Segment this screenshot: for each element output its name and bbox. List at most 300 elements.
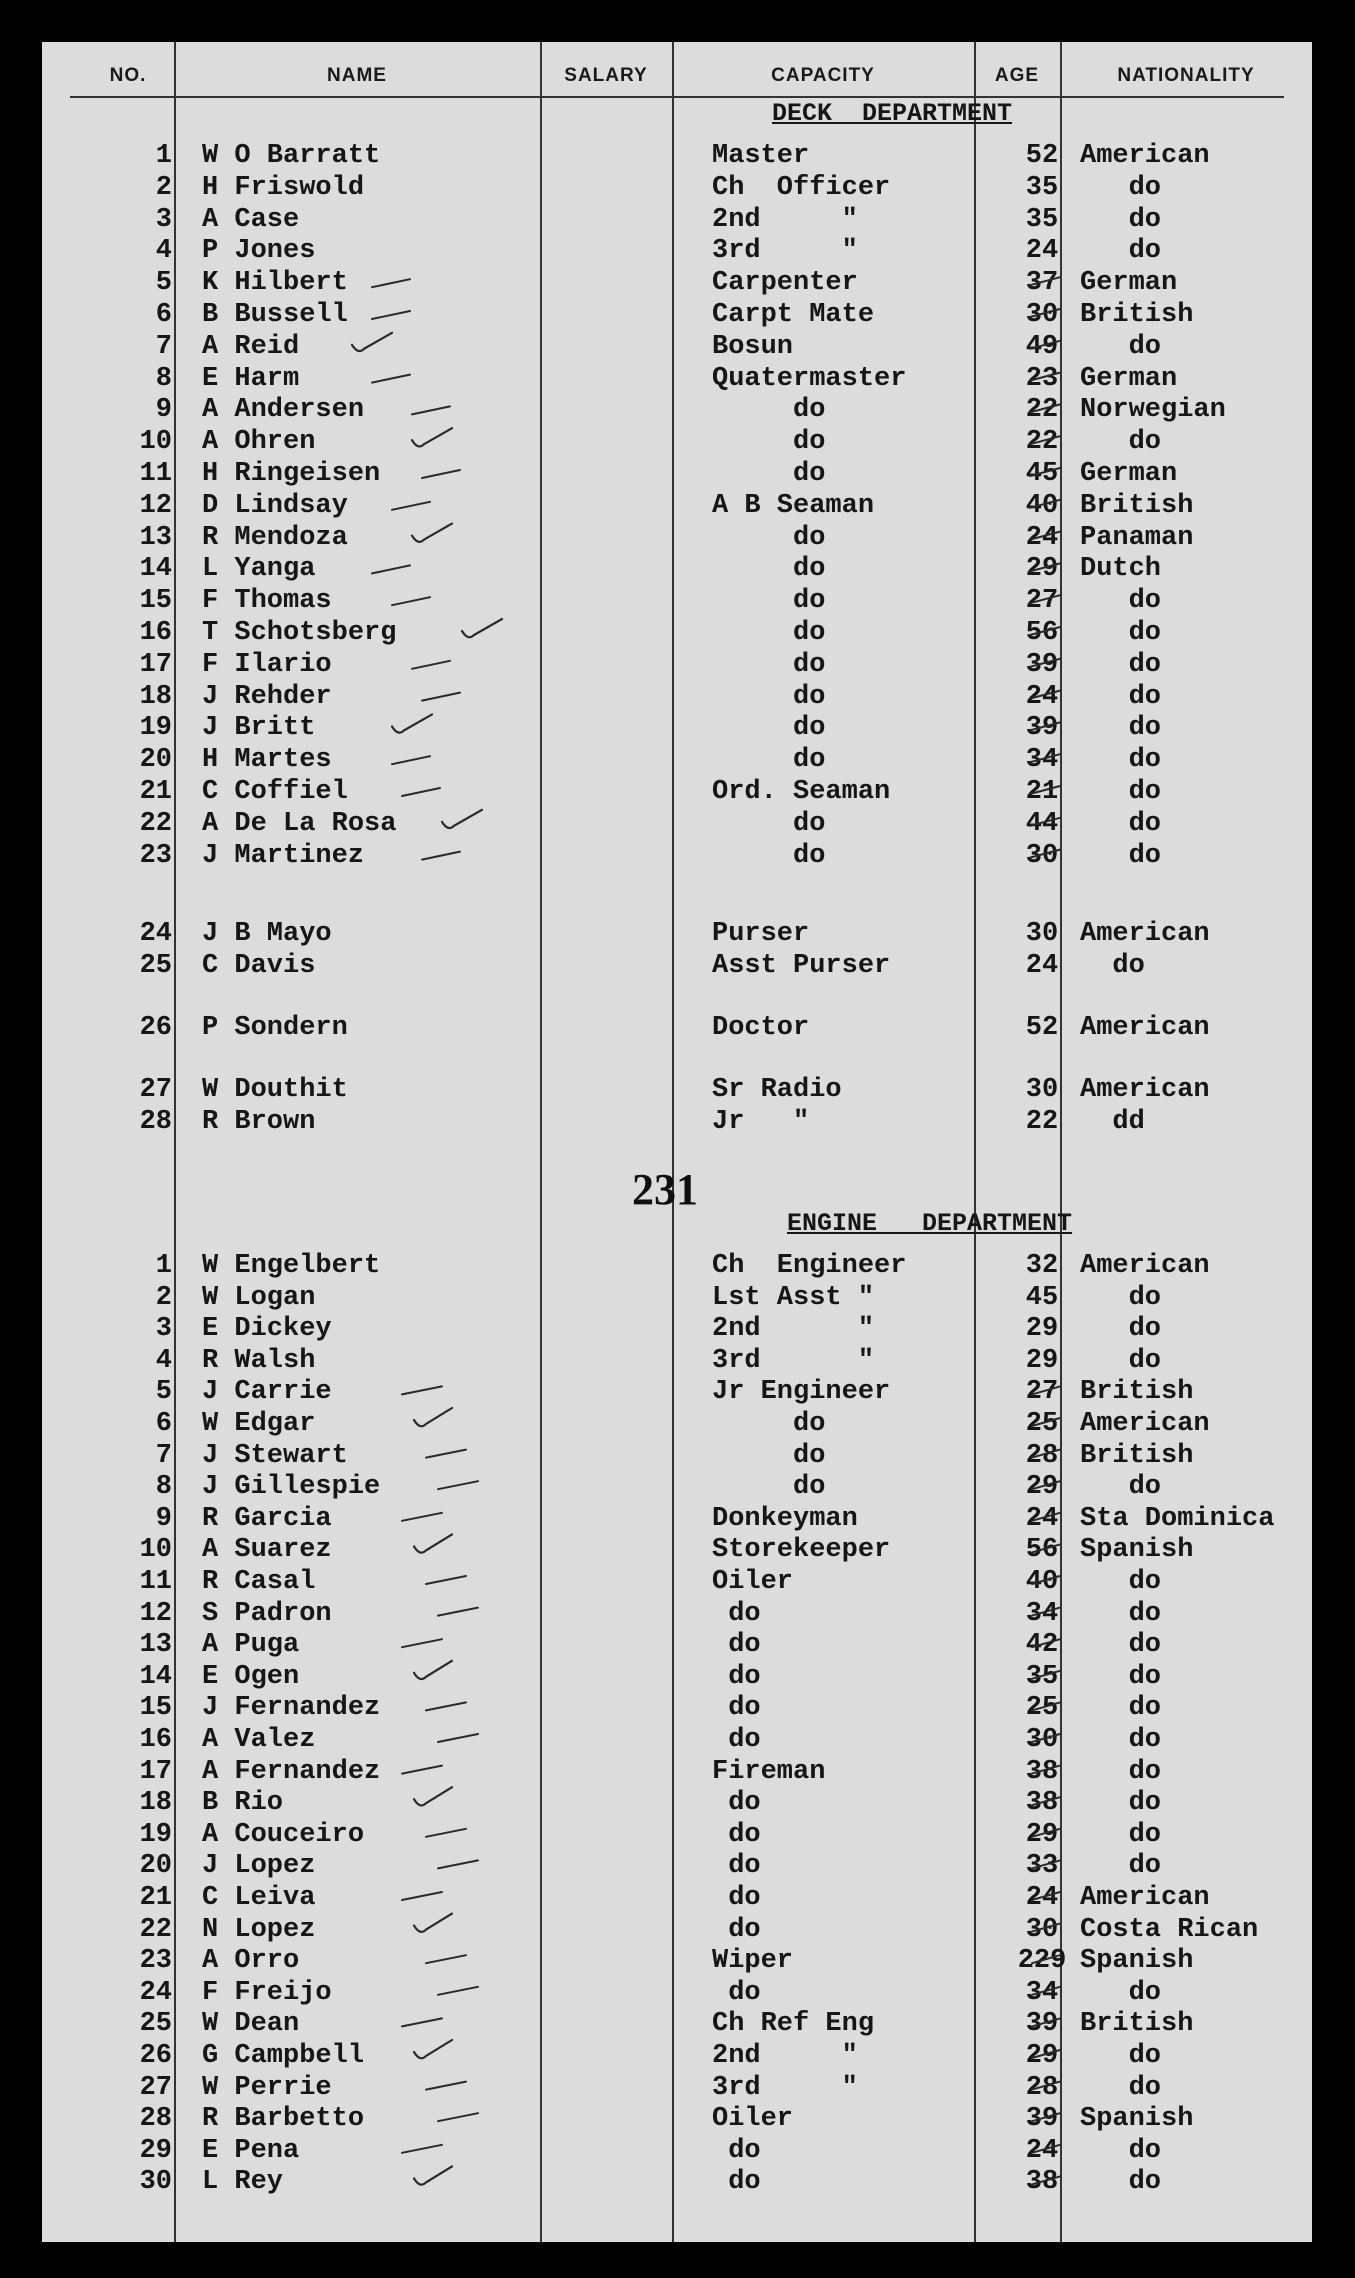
crew-nationality: German	[1080, 363, 1178, 394]
crew-name: R Mendoza	[202, 522, 348, 553]
crew-row	[42, 1282, 1312, 1314]
crew-number: 10	[139, 427, 172, 458]
crew-capacity: do	[712, 1977, 761, 2008]
crew-row	[42, 2040, 1312, 2072]
crew-nationality: British	[1080, 1440, 1194, 1471]
crew-nationality: Spanish	[1080, 2104, 1194, 2135]
header-nationality: NATIONALITY	[1117, 65, 1255, 86]
crew-age: 29	[1025, 1819, 1059, 1850]
crew-nationality: do	[1080, 1819, 1162, 1850]
crew-nationality: American	[1080, 1251, 1210, 1281]
crew-name: A Case	[202, 204, 300, 235]
crew-capacity: Sr Radio	[712, 1075, 842, 1105]
crew-number: 18	[139, 1788, 172, 1819]
crew-name: A Orro	[202, 1946, 300, 1977]
crew-capacity: Oiler	[712, 2104, 794, 2135]
crew-capacity: do	[712, 395, 826, 426]
crew-nationality: do	[1080, 840, 1162, 871]
crew-row	[42, 1345, 1312, 1377]
crew-capacity: do	[712, 1914, 761, 1945]
crew-number: 24	[139, 1977, 172, 2008]
crew-capacity: Ch Officer	[712, 172, 891, 203]
crew-capacity: do	[712, 1819, 761, 1850]
crew-nationality: do	[1080, 808, 1162, 839]
crew-age: 45	[1025, 1282, 1059, 1313]
crew-name: J Lopez	[202, 1851, 316, 1882]
crew-number: 19	[139, 1819, 172, 1850]
crew-age: 40	[1025, 1567, 1059, 1597]
crew-age: 24	[1025, 681, 1059, 712]
crew-name: L Rey	[202, 2167, 284, 2198]
crew-capacity: Carpt Mate	[712, 300, 875, 330]
crew-nationality: American	[1080, 1883, 1210, 1913]
crew-row	[42, 172, 1312, 204]
crew-nationality: American	[1080, 1075, 1210, 1105]
crew-row	[42, 617, 1312, 649]
crew-row	[42, 1440, 1312, 1472]
crew-capacity: do	[712, 1788, 761, 1819]
crew-capacity: do	[712, 618, 826, 648]
crew-nationality: do	[1080, 331, 1162, 362]
crew-row	[42, 2166, 1312, 2198]
crew-number: 21	[139, 1883, 172, 1913]
crew-nationality: do	[1080, 618, 1162, 648]
crew-number: 26	[139, 1013, 172, 1043]
crew-age: 27	[1025, 1377, 1059, 1408]
crew-row	[42, 1074, 1312, 1106]
crew-nationality: American	[1080, 1013, 1210, 1043]
crew-name: J Rehder	[202, 681, 332, 712]
crew-capacity: Asst Purser	[712, 951, 891, 981]
crew-name: W Engelbert	[202, 1251, 381, 1281]
crew-capacity: do	[712, 522, 826, 553]
crew-age: 35	[1025, 204, 1059, 235]
crew-name: R Barbetto	[202, 2104, 365, 2135]
crew-name: A Fernandez	[202, 1756, 381, 1787]
crew-nationality: do	[1080, 1472, 1162, 1503]
crew-name: F Thomas	[202, 586, 332, 617]
crew-name: A Andersen	[202, 395, 365, 426]
crew-age: 49	[1025, 331, 1059, 362]
crew-age: 21	[1025, 777, 1059, 807]
crew-nationality: do	[1080, 1282, 1162, 1313]
crew-number: 6	[155, 1409, 172, 1439]
crew-row	[42, 1250, 1312, 1282]
crew-capacity: do	[712, 1598, 761, 1629]
crew-nationality: do	[1080, 777, 1162, 807]
crew-capacity: 2nd "	[712, 1314, 875, 1345]
crew-number: 2	[155, 172, 172, 203]
crew-capacity: do	[712, 1693, 761, 1724]
crew-nationality: American	[1080, 141, 1210, 171]
crew-nationality: do	[1080, 649, 1162, 680]
crew-number: 1	[155, 141, 172, 171]
crew-name: F Freijo	[202, 1977, 332, 2008]
crew-nationality: British	[1080, 2009, 1194, 2040]
crew-nationality: British	[1080, 1377, 1194, 1408]
crew-age: 24	[1025, 1883, 1059, 1913]
crew-number: 29	[139, 2135, 172, 2166]
crew-age: 37	[1025, 268, 1059, 299]
crew-age: 39	[1025, 649, 1059, 680]
crew-row	[42, 681, 1312, 713]
crew-capacity: Ord. Seaman	[712, 777, 891, 807]
crew-capacity: do	[712, 2167, 761, 2198]
crew-nationality: do	[1080, 1977, 1162, 2008]
crew-nationality: British	[1080, 300, 1194, 330]
crew-nationality: do	[1080, 427, 1162, 458]
crew-age: 30	[1025, 300, 1059, 330]
crew-number: 11	[139, 459, 172, 489]
crew-number: 20	[139, 1851, 172, 1882]
crew-age: 35	[1025, 1661, 1059, 1692]
crew-row	[42, 299, 1312, 331]
crew-capacity: Donkeyman	[712, 1503, 858, 1534]
crew-name: W Logan	[202, 1282, 316, 1313]
crew-nationality: British	[1080, 490, 1194, 521]
crew-capacity: Bosun	[712, 331, 794, 362]
crew-capacity: do	[712, 554, 826, 585]
crew-nationality: do	[1080, 745, 1162, 776]
crew-row	[42, 553, 1312, 585]
crew-capacity: Ch Engineer	[712, 1251, 907, 1281]
crew-number: 2	[155, 1282, 172, 1313]
crew-capacity: do	[712, 745, 826, 776]
crew-row	[42, 840, 1312, 872]
crew-row	[42, 1376, 1312, 1408]
crew-nationality: Dutch	[1080, 554, 1162, 585]
crew-number: 21	[139, 777, 172, 807]
crew-capacity: Ch Ref Eng	[712, 2009, 875, 2040]
crew-nationality: American	[1080, 919, 1210, 949]
crew-name: F Ilario	[202, 649, 332, 680]
crew-age: 24	[1025, 951, 1059, 981]
crew-capacity: Purser	[712, 919, 810, 949]
crew-name: H Martes	[202, 745, 332, 776]
crew-row	[42, 1106, 1312, 1138]
crew-row	[42, 1661, 1312, 1693]
crew-name: W Perrie	[202, 2072, 332, 2103]
crew-nationality: do	[1080, 1788, 1162, 1819]
crew-age: 34	[1025, 1977, 1059, 2008]
crew-name: G Campbell	[202, 2041, 365, 2071]
crew-age: 29	[1025, 1314, 1059, 1345]
crew-capacity: Doctor	[712, 1013, 810, 1043]
crew-capacity: do	[712, 586, 826, 617]
crew-nationality: do	[1080, 1567, 1162, 1597]
crew-age: 44	[1025, 808, 1059, 839]
header-name: NAME	[327, 65, 387, 86]
crew-number: 17	[139, 1756, 172, 1787]
crew-nationality: do	[1080, 1851, 1162, 1882]
crew-name: J Martinez	[202, 840, 365, 871]
crew-capacity: Fireman	[712, 1756, 826, 1787]
crew-number: 9	[155, 395, 172, 426]
crew-name: A Suarez	[202, 1535, 332, 1566]
crew-row	[42, 808, 1312, 840]
crew-capacity: Storekeeper	[712, 1535, 891, 1566]
crew-row	[42, 918, 1312, 950]
crew-capacity: do	[712, 1725, 761, 1755]
crew-number: 16	[139, 1725, 172, 1755]
crew-name: W O Barratt	[202, 141, 381, 171]
crew-nationality: German	[1080, 268, 1178, 299]
crew-number: 28	[139, 2104, 172, 2135]
crew-name: P Jones	[202, 236, 316, 267]
crew-age: 42	[1025, 1630, 1059, 1661]
crew-row	[42, 426, 1312, 458]
crew-row	[42, 649, 1312, 681]
crew-row	[42, 1977, 1312, 2009]
crew-name: W Edgar	[202, 1409, 316, 1439]
crew-name: J Stewart	[202, 1440, 348, 1471]
crew-name: C Davis	[202, 951, 316, 981]
crew-number: 26	[139, 2041, 172, 2071]
crew-name: J Gillespie	[202, 1472, 381, 1503]
crew-age: 39	[1025, 2009, 1059, 2040]
crew-nationality: Costa Rican	[1080, 1914, 1259, 1945]
crew-row	[42, 1534, 1312, 1566]
crew-age: 24	[1025, 522, 1059, 553]
crew-nationality: do	[1080, 681, 1162, 712]
crew-nationality: do	[1080, 1314, 1162, 1345]
crew-row	[42, 394, 1312, 426]
crew-age: 25	[1025, 1693, 1059, 1724]
crew-capacity: Lst Asst "	[712, 1282, 875, 1313]
crew-name: N Lopez	[202, 1914, 316, 1945]
crew-age: 35	[1025, 172, 1059, 203]
crew-age: 56	[1025, 1535, 1059, 1566]
crew-row	[42, 1629, 1312, 1661]
header-no: NO.	[109, 65, 147, 86]
crew-nationality: Sta Dominica	[1080, 1503, 1275, 1534]
crew-nationality: Spanish	[1080, 1946, 1194, 1977]
crew-capacity: Jr Engineer	[712, 1377, 891, 1408]
crew-name: A Valez	[202, 1725, 316, 1755]
crew-number: 28	[139, 1107, 172, 1137]
crew-name: J B Mayo	[202, 919, 332, 949]
crew-number: 14	[139, 1661, 172, 1692]
crew-number: 18	[139, 681, 172, 712]
crew-nationality: do	[1080, 951, 1145, 981]
crew-row	[42, 267, 1312, 299]
crew-number: 20	[139, 745, 172, 776]
crew-capacity: do	[712, 840, 826, 871]
crew-row	[42, 1787, 1312, 1819]
crew-name: R Brown	[202, 1107, 316, 1137]
crew-row	[42, 2072, 1312, 2104]
crew-name: E Harm	[202, 363, 300, 394]
crew-capacity: 2nd "	[712, 2041, 858, 2071]
crew-name: A Reid	[202, 331, 300, 362]
crew-nationality: do	[1080, 1598, 1162, 1629]
crew-nationality: do	[1080, 236, 1162, 267]
crew-number: 25	[139, 951, 172, 981]
crew-capacity: do	[712, 1883, 761, 1913]
crew-name: E Dickey	[202, 1314, 332, 1345]
crew-row	[42, 744, 1312, 776]
crew-capacity: Jr "	[712, 1107, 810, 1137]
crew-number: 11	[139, 1567, 172, 1597]
crew-row	[42, 490, 1312, 522]
crew-number: 22	[139, 808, 172, 839]
crew-age: 30	[1025, 840, 1059, 871]
crew-nationality: do	[1080, 1725, 1162, 1755]
crew-capacity: do	[712, 1472, 826, 1503]
crew-number: 14	[139, 554, 172, 585]
crew-nationality: do	[1080, 1756, 1162, 1787]
crew-capacity: Master	[712, 141, 810, 171]
crew-name: B Rio	[202, 1788, 284, 1819]
crew-row	[42, 1503, 1312, 1535]
crew-name: J Britt	[202, 713, 316, 744]
crew-name: C Leiva	[202, 1883, 316, 1913]
crew-age: 30	[1025, 919, 1059, 949]
crew-age: 28	[1025, 2072, 1059, 2103]
crew-nationality: do	[1080, 2135, 1162, 2166]
crew-name: W Dean	[202, 2009, 300, 2040]
crew-row	[42, 2135, 1312, 2167]
crew-number: 13	[139, 1630, 172, 1661]
crew-nationality: do	[1080, 1630, 1162, 1661]
crew-row	[42, 522, 1312, 554]
crew-name: R Walsh	[202, 1345, 316, 1376]
crew-age: 29	[1025, 1472, 1059, 1503]
crew-number: 9	[155, 1503, 172, 1534]
crew-number: 3	[155, 1314, 172, 1345]
crew-name: J Fernandez	[202, 1693, 381, 1724]
crew-number: 27	[139, 1075, 172, 1105]
crew-capacity: Carpenter	[712, 268, 858, 299]
crew-name: H Ringeisen	[202, 459, 381, 489]
crew-nationality: dd	[1080, 1107, 1145, 1137]
crew-name: A Puga	[202, 1630, 300, 1661]
crew-capacity: do	[712, 2135, 761, 2166]
crew-capacity: do	[712, 1630, 761, 1661]
crew-row	[42, 1471, 1312, 1503]
crew-row	[42, 1882, 1312, 1914]
crew-nationality: do	[1080, 586, 1162, 617]
crew-capacity: 3rd "	[712, 2072, 858, 2103]
crew-age: 22	[1025, 1107, 1059, 1137]
crew-number: 24	[139, 919, 172, 949]
crew-number: 30	[139, 2167, 172, 2198]
page-number: 231	[632, 1165, 698, 1214]
crew-number: 13	[139, 522, 172, 553]
crew-age: 23	[1025, 363, 1059, 394]
crew-row	[42, 458, 1312, 490]
crew-row	[42, 1819, 1312, 1851]
manifest-sheet	[42, 42, 1312, 2242]
crew-number: 7	[155, 1440, 172, 1471]
crew-age: 33	[1025, 1851, 1059, 1882]
crew-name: C Coffiel	[202, 777, 348, 807]
crew-row	[42, 331, 1312, 363]
crew-row	[42, 776, 1312, 808]
crew-row	[42, 1945, 1312, 1977]
crew-capacity: 3rd "	[712, 1345, 875, 1376]
crew-row	[42, 1692, 1312, 1724]
crew-number: 7	[155, 331, 172, 362]
crew-name: W Douthit	[202, 1075, 348, 1105]
crew-nationality: Spanish	[1080, 1535, 1194, 1566]
deck-department-title: DECK DEPARTMENT	[772, 99, 1013, 128]
crew-name: E Ogen	[202, 1661, 300, 1692]
crew-age: 38	[1025, 1756, 1059, 1787]
header-salary: SALARY	[564, 65, 648, 86]
crew-name: P Sondern	[202, 1013, 348, 1043]
crew-capacity: do	[712, 459, 826, 489]
header-age: AGE	[994, 65, 1040, 86]
crew-age: 22	[1025, 395, 1059, 426]
crew-name: D Lindsay	[202, 490, 348, 521]
crew-age: 40	[1025, 490, 1059, 521]
crew-name: R Casal	[202, 1567, 316, 1597]
header-rule	[70, 96, 1284, 98]
crew-capacity: Quatermaster	[712, 363, 907, 394]
crew-capacity: do	[712, 1440, 826, 1471]
crew-number: 8	[155, 363, 172, 394]
crew-row	[42, 1566, 1312, 1598]
crew-age: 56	[1025, 618, 1059, 648]
crew-age: 29	[1025, 2041, 1059, 2071]
crew-age: 38	[1025, 1788, 1059, 1819]
crew-row	[42, 363, 1312, 395]
crew-row	[42, 585, 1312, 617]
crew-capacity: do	[712, 713, 826, 744]
crew-number: 15	[139, 586, 172, 617]
crew-capacity: 2nd "	[712, 204, 858, 235]
crew-age: 52	[1025, 1013, 1059, 1043]
crew-nationality: do	[1080, 1345, 1162, 1376]
crew-number: 17	[139, 649, 172, 680]
crew-row	[42, 1408, 1312, 1440]
crew-number: 12	[139, 1598, 172, 1629]
crew-nationality: do	[1080, 1661, 1162, 1692]
crew-capacity: do	[712, 1661, 761, 1692]
crew-name: A De La Rosa	[202, 808, 397, 839]
crew-name: A Couceiro	[202, 1819, 365, 1850]
crew-capacity: Oiler	[712, 1567, 794, 1597]
crew-capacity: do	[712, 1851, 761, 1882]
crew-row	[42, 1724, 1312, 1756]
crew-row	[42, 2103, 1312, 2135]
crew-name: R Garcia	[202, 1503, 332, 1534]
crew-number: 22	[139, 1914, 172, 1945]
crew-age: 30	[1025, 1725, 1059, 1755]
crew-age: 27	[1025, 586, 1059, 617]
crew-number: 16	[139, 618, 172, 648]
crew-name: S Padron	[202, 1598, 332, 1629]
crew-number: 5	[155, 1377, 172, 1408]
crew-age: 34	[1025, 745, 1059, 776]
crew-name: H Friswold	[202, 172, 365, 203]
crew-age: 24	[1025, 1503, 1059, 1534]
crew-age: 38	[1025, 2167, 1059, 2198]
crew-capacity: do	[712, 808, 826, 839]
crew-row	[42, 1914, 1312, 1946]
crew-age: 24	[1025, 2135, 1059, 2166]
crew-name: E Pena	[202, 2135, 300, 2166]
crew-age: 39	[1025, 2104, 1059, 2135]
crew-number: 1	[155, 1251, 172, 1281]
crew-row	[42, 712, 1312, 744]
crew-row	[42, 140, 1312, 172]
crew-age: 30	[1025, 1075, 1059, 1105]
crew-nationality: do	[1080, 2072, 1162, 2103]
crew-number: 4	[155, 1345, 172, 1376]
crew-nationality: Norwegian	[1080, 395, 1226, 426]
